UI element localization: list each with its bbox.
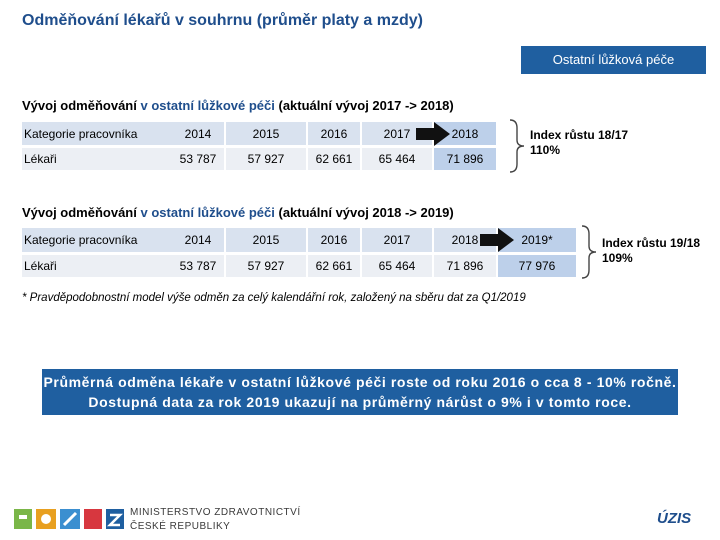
footnote: * Pravděpodobnostní model výše odměn za celý kalendářní rok, založený na sběru dat za Q1/2019 [22, 292, 526, 304]
section2-highlight: v ostatní lůžkové péči [140, 205, 275, 220]
section1-heading [22, 98, 454, 113]
s1-value-2017: 65 464 [362, 148, 432, 170]
section1-suffix: (aktuální vývoj 2017 -> 2018) [278, 98, 454, 113]
ministry-logo-icon [14, 505, 124, 533]
page-title: Odměňování lékařů v souhrnu (průměr platy a mzdy) [22, 12, 423, 29]
arrow-right-icon [416, 122, 450, 146]
section1-prefix: Vývoj odměňování [22, 98, 137, 113]
section2-index [602, 236, 700, 266]
arrow-right-icon [480, 228, 514, 252]
s2-value-2014: 53 787 [172, 255, 224, 277]
s1-header-category: Kategorie pracovníka [22, 122, 172, 145]
s2-value-2017: 65 464 [362, 255, 432, 277]
s2-header-category: Kategorie pracovníka [22, 228, 172, 252]
s2-value-2015: 57 927 [226, 255, 306, 277]
s1-value-2018: 71 896 [434, 148, 496, 170]
category-tag: Ostatní lůžková péče [521, 46, 706, 74]
s2-row-category: Lékaři [22, 255, 172, 277]
ministry-line2: ČESKÉ REPUBLIKY [130, 521, 231, 532]
uzis-logo: ÚZIS [657, 510, 692, 527]
section2-suffix: (aktuální vývoj 2018 -> 2019) [278, 205, 454, 220]
s1-value-2015: 57 927 [226, 148, 306, 170]
s2-header-2014: 2014 [172, 228, 224, 252]
section2-prefix: Vývoj odměňování [22, 205, 137, 220]
brace-icon [580, 224, 598, 280]
s2-value-2019: 77 976 [498, 255, 576, 277]
ministry-line1: MINISTERSTVO ZDRAVOTNICTVÍ [130, 507, 301, 518]
brace-icon [508, 118, 526, 174]
s1-header-2014: 2014 [172, 122, 224, 145]
s1-value-2014: 53 787 [172, 148, 224, 170]
s2-header-2015: 2015 [226, 228, 306, 252]
ministry-name [130, 506, 301, 534]
s1-header-2016: 2016 [308, 122, 360, 145]
section1-index-label: Index růstu 18/17 [530, 128, 629, 142]
s1-value-2016: 62 661 [308, 148, 360, 170]
section2-heading [22, 205, 454, 220]
s2-header-2016: 2016 [308, 228, 360, 252]
summary-banner: Průměrná odměna lékaře v ostatní lůžkové péči roste od roku 2016 o cca 8 - 10% ročně. Dostupná data za rok 2019 ukazují na průměrný nárůst o 9% i v tomto roce. [42, 369, 678, 415]
s2-header-2017: 2017 [362, 228, 432, 252]
s2-value-2016: 62 661 [308, 255, 360, 277]
section1-highlight: v ostatní lůžkové péči [140, 98, 275, 113]
s2-value-2018: 71 896 [434, 255, 496, 277]
s1-header-2017: 2017 [362, 122, 432, 145]
s2-header-2018: 2018 [434, 228, 496, 252]
section2-index-label: Index růstu 19/18 [602, 236, 701, 250]
section1-index-value: 110% [530, 143, 561, 157]
section1-index [530, 128, 628, 158]
s1-header-2015: 2015 [226, 122, 306, 145]
s2-header-2019: 2019* [498, 228, 576, 252]
s1-header-2018: 2018 [434, 122, 496, 145]
s1-row-category: Lékaři [22, 148, 172, 170]
section2-index-value: 109% [602, 251, 633, 265]
